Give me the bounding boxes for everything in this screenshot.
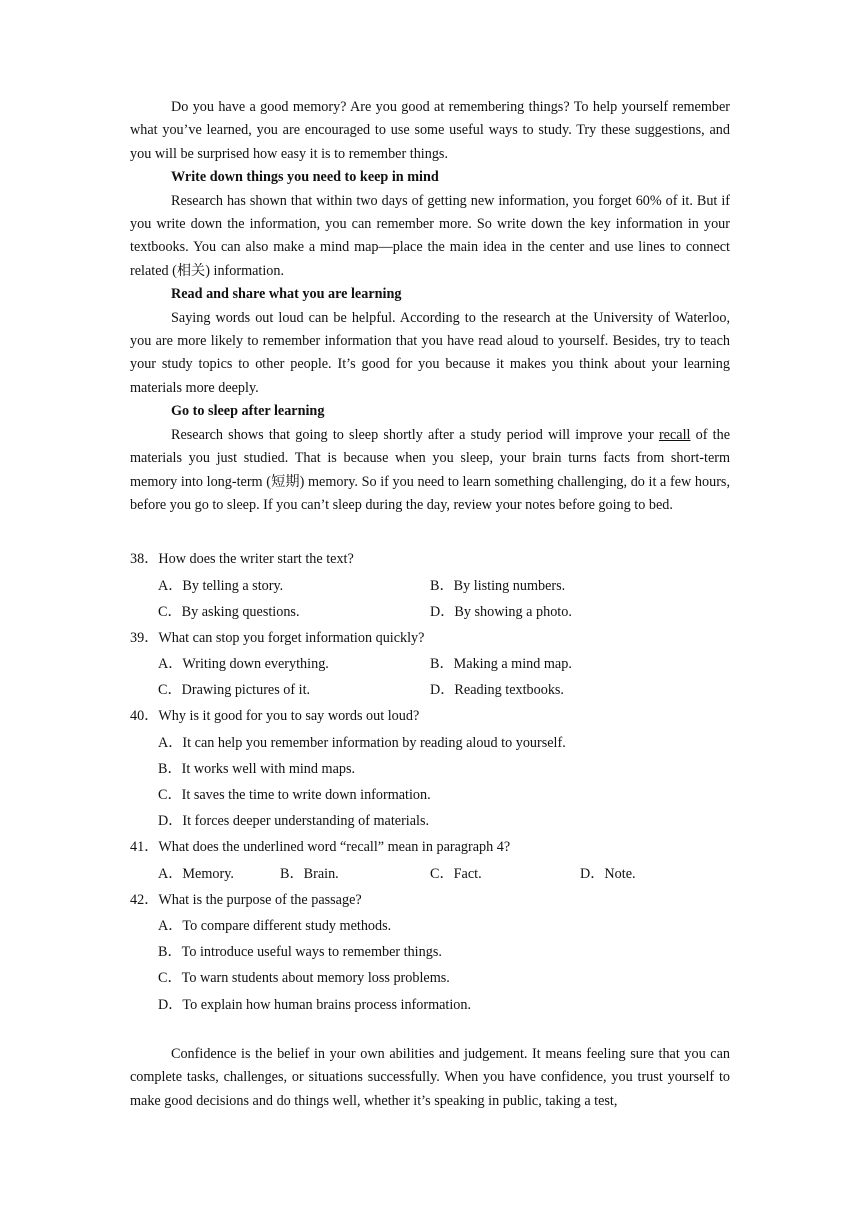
q38-option-b: B．By listing numbers.: [430, 578, 566, 594]
passage-1: [130, 96, 730, 517]
heading-write-down: Write down things you need to keep in mind: [171, 169, 439, 186]
question-40: 40．Why is it good for you to say words out loud?: [130, 708, 420, 724]
q39-option-a: A．Writing down everything.: [158, 656, 329, 672]
q39-option-d: D．Reading textbooks.: [430, 682, 564, 698]
passage-1-intro: Do you have a good memory? Are you good at remembering things? To help yourself remember what you’ve learned, you are encouraged to use some useful ways to study. Try these suggestions, and you will be surprised how easy it is to remember things.: [130, 99, 730, 162]
passage-2: [130, 1043, 730, 1113]
q42-option-b: B．To introduce useful ways to remember things.: [158, 944, 442, 960]
heading-read-and-share: Read and share what you are learning: [171, 286, 402, 303]
q40-option-a: A．It can help you remember information by reading aloud to yourself.: [158, 735, 566, 751]
passage-1-paragraph-2: Research has shown that within two days of getting new information, you forget 60% of it. But if you write down the information, you can remember more. So write down the key information in your textbooks. You can also make a mind map—place the main idea in the center and use lines to connect related (相关) information.: [130, 192, 730, 279]
q41-option-c: C．Fact.: [430, 866, 482, 882]
q40-option-c: C．It saves the time to write down information.: [158, 787, 431, 803]
q41-option-d: D．Note.: [580, 866, 636, 882]
q38-option-c: C．By asking questions.: [158, 604, 300, 620]
q41-option-a: A．Memory.: [158, 866, 234, 882]
q40-option-b: B．It works well with mind maps.: [158, 761, 356, 777]
q42-option-d: D．To explain how human brains process information.: [158, 997, 472, 1013]
q38-option-d: D．By showing a photo.: [430, 604, 572, 620]
paragraph-4-start: Research shows that going to sleep shortly after a study period will improve your: [171, 426, 659, 443]
passage-1-paragraph-3: Saying words out loud can be helpful. According to the research at the University of Waterloo, you are more likely to remember information that you have read aloud to yourself. Besides, try to teach your study topics to other people. It’s good for you because it makes you think about your learning materials more deeply.: [130, 309, 730, 396]
q39-option-c: C．Drawing pictures of it.: [158, 682, 311, 698]
q42-option-a: A．To compare different study methods.: [158, 918, 392, 934]
question-41: 41．What does the underlined word “recall” mean in paragraph 4?: [130, 839, 511, 855]
q42-option-c: C．To warn students about memory loss problems.: [158, 970, 450, 986]
q40-option-d: D．It forces deeper understanding of materials.: [158, 813, 430, 829]
question-38: 38．How does the writer start the text?: [130, 551, 354, 567]
q39-option-b: B．Making a mind map.: [430, 656, 572, 672]
question-39: 39．What can stop you forget information quickly?: [130, 630, 425, 646]
q38-option-a: A．By telling a story.: [158, 578, 284, 594]
passage-2-intro: Confidence is the belief in your own abilities and judgement. It means feeling sure that you can complete tasks, challenges, or situations successfully. When you have confidence, you trust yourself to make good decisions and do things well, whether it’s speaking in public, taking a test,: [130, 1046, 730, 1109]
paragraph-4-rest: of the materials you just studied. That is because when you sleep, your brain turns facts from short-term memory into long-term (短期) memory. So if you need to learn something challenging, do it a few hours, before you go to sleep. If you can’t sleep during the day, review your notes before going to bed.: [130, 426, 730, 513]
passage-1-paragraph-4: [130, 424, 730, 518]
underlined-word-recall: recall: [658, 426, 691, 443]
heading-sleep: Go to sleep after learning: [171, 403, 325, 420]
q41-option-b: B．Brain.: [280, 866, 339, 882]
question-42: 42．What is the purpose of the passage?: [130, 892, 362, 908]
